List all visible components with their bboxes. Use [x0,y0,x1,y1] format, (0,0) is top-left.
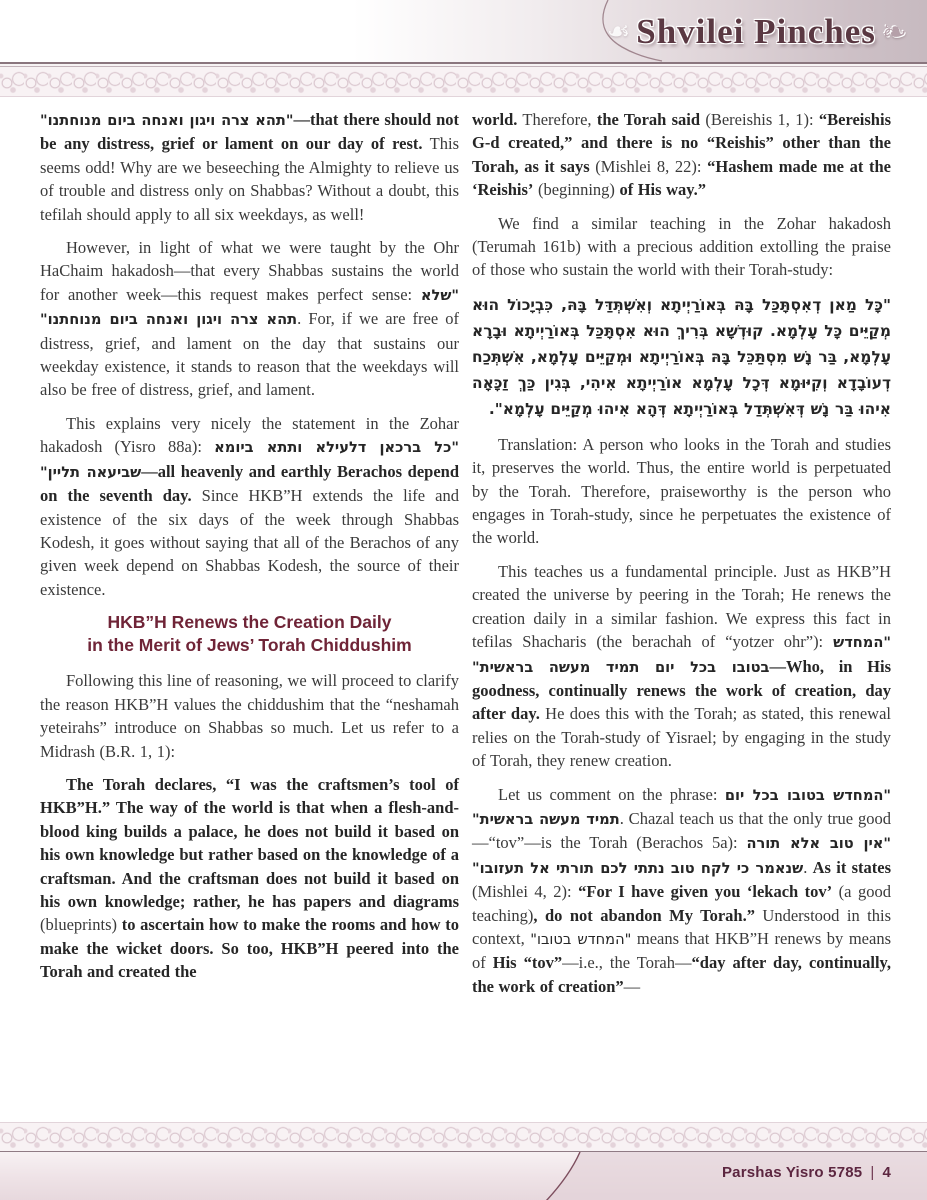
right-scroll-ornament-icon: ❧ [881,15,907,49]
masthead [607,6,907,58]
article-body [0,97,927,1122]
page-footer [0,1151,927,1200]
paragraph: The Torah declares, “I was the craftsmen’s tool of HKB”H.” The way of the world is that when a flesh-and-blood king builds a palace, he does not build it based on his own knowledge but rather based on the knowledge of a craftsman. And the craftsman does not build it based on his own knowledge; rather, he has papers and diagrams (blueprints) to ascertain how to make the rooms and how to make the wicket doors. So too, HKB”H peered into the Torah and created the [40,774,459,982]
paragraph: Following this line of reasoning, we will proceed to clarify the reason HKB”H values the chiddushim that the “neshamah yeteirahs” introduce on Shabbas so much. Let us refer to a Midrash (B.R. 1, 1): [40,671,459,761]
column-left [40,108,459,1122]
paragraph: Translation: A person who looks in the Torah and studies it, preserves the world. Thus, the entire world is perpetuated by the Torah. Therefore, praiseworthy is the person who engages in Torah-study, since he perpetuates the existence of the world. [472,434,891,548]
left-scroll-ornament-icon: ☙ [606,17,631,46]
paragraph: "תהא צרה ויגון ואנחה ביום מנוחתנו"—that there should not be any distress, grief or lament on our day of rest. This seems odd! Why are we beseeching the Almighty to relieve us of trouble and distress only on Shabbas? Without a doubt, this tefilah should apply to all six weekdays, as well! [40,110,460,224]
paragraph: This teaches us a fundamental principle. Just as HKB”H created the universe by peering in the Torah; He renews the creation daily in a similar fashion. We express this fact in tefilas Shacharis (the berachah of “yotzer ohr”): "המחדש בטובו בכל יום תמיד מעשה בראשית"—Who, in His goodness, continually renews the work of creation, day after day. He does this with the Torah; as stated, this renewal relies on the Torah-study of Yisrael; by engaging in the study of Torah, they renew creation. [472,561,892,771]
lace-border-top [0,68,927,97]
hebrew-quote-block: "כָּל מַאן דְאִסְתָּכַּל בָּהּ בְּאוֹרַיְיתָא וְאִשְׁתְּדַּל בָּהּ, כִּבְיָכוֹל הוּא מְקַיֵּים כָּל עָלְמָא. קוּדְשָׁא בְּרִיךְ הוּא אִסְתָּכַּל בְּאוֹרַיְיתָא וּבָרָא עָלְמָא, בַּר נָשׁ מִסְתַּכֵּל בָּהּ בְּאוֹרַיְיתָא וּמְקַיֵּים עָלְמָא, אִשְׁתְּכַח דְעוֹבָדָא וְקִיּוּמָא דְּכָל עָלְמָא אוֹרַיְיתָא אִיהִי, בְּגִין כַּךְ זַכָּאָה אִיהוּ בַּר נָשׁ דְּאִשְׁתְּדַל בְּאוֹרַיְיתָא דְּהָא אִיהוּ מְקַיֵּים עָלְמָא". [472,295,891,418]
footer-separator: | [870,1163,875,1181]
footer-page-number: 4 [882,1163,891,1181]
paragraph: We find a similar teaching in the Zohar hakadosh (Terumah 161b) with a precious addition extolling the praise of those who sustain the world with their Torah-study: [472,213,891,280]
lace-border-bottom [0,1122,927,1151]
paragraph: This explains very nicely the statement in the Zohar hakadosh (Yisro 88a): "כל ברכאן דלעילא ותתא ביומא שביעאה תליין"—all heavenly and earthly Berachos depend on the seventh day. Since HKB”H extends the life and existence of the six days of the week through Shabbas Kodesh, it goes without saying that all of the Berachos of any given week depend on Shabbas Kodesh, the source of their existence. [40,413,460,599]
page-header [0,0,927,62]
publication-title: Shvilei Pinches [636,12,876,51]
section-heading: HKB”H Renews the Creation Daily in the Merit of Jews’ Torah Chiddushim [87,612,412,656]
footer-text [722,1152,891,1192]
paragraph: However, in light of what we were taught by the Ohr HaChaim hakadosh—that every Shabbas sustains the world for another week—this request makes perfect sense: "שלא תהא צרה ויגון ואנחה ביום מנוחתנו". For, if we are free of distress, grief, and lament on the day that sustains our weekday existence, it stands to reason that the weekdays will also be free of distress, grief, and lament. [40,238,459,400]
column-right [472,108,891,1122]
paragraph: world. Therefore, the Torah said (Bereishis 1, 1): “Bereishis G-d created,” and there is no “Reishis” other than the Torah, as it says (Mishlei 8, 22): “Hashem made me at the ‘Reishis’ (beginning) of His way.” [472,110,891,200]
paragraph: Let us comment on the phrase: "המחדש בטובו בכל יום תמיד מעשה בראשית". Chazal teach us that the only true good—“tov”—is the Torah (Berachos 5a): "אין טוב אלא תורה שנאמר כי לקח טוב נתתי לכם תורתי אל תעזובו". As it states (Mishlei 4, 2): “For I have given you ‘lekach tov’ (a good teaching), do not abandon My Torah.” Understood in this context, "המחדש בטובו" means that HKB”H renews by means of His “tov”—i.e., the Torah—“day after day, continually, the work of creation”— [472,784,892,996]
footer-parshah-label: Parshas Yisro 5785 [721,1163,863,1181]
